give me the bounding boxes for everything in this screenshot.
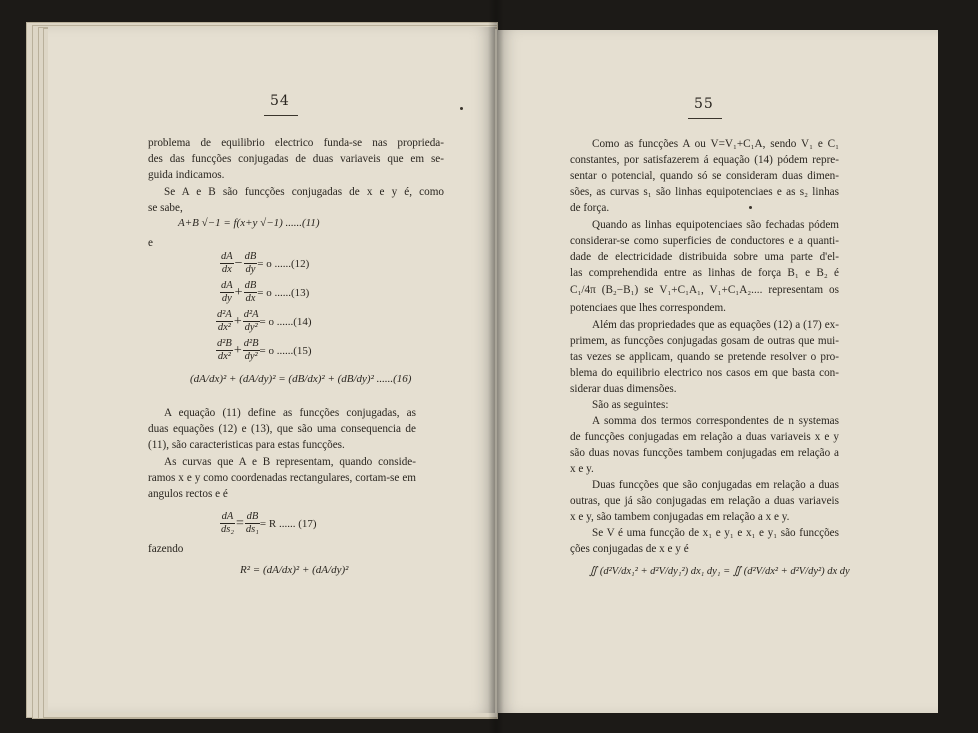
equation-12: $\frac{dA}{dx}$ − $\frac{dB}{dy}$ = o ......(12): [221, 251, 310, 275]
text-line: Além das propriedades que as equações (12) a (17) ex-: [592, 319, 839, 331]
text-line: constantes, por satisfazerem á equação (14) pódem repre-: [570, 154, 839, 166]
equation-14: $\frac{\text{d²A}}{\text{dx²}}$ + $\frac{\text{d²A}}{\text{dy²}}$ = o ......(14): [217, 309, 312, 333]
right-page: [497, 30, 938, 713]
header-rule: [264, 115, 298, 116]
text-line: A equação (11) define as funcções conjugadas, as: [164, 407, 416, 419]
gutter-shadow: [488, 0, 504, 733]
text-line: x e y, são tambem conjugadas em relação a x e y.: [570, 511, 790, 523]
text-line: de funcções conjugadas em relação a duas variaveis x e y: [570, 431, 839, 443]
text-line: (11), são caracteristicas para estas funcções.: [148, 439, 345, 451]
text-line: ções conjugadas de x e y é: [570, 543, 689, 555]
print-speck: [749, 206, 752, 209]
text-line: e: [148, 237, 153, 249]
text-line: sões, as curvas s₁ são linhas equipotenciaes e as s₂ linhas: [570, 186, 839, 198]
text-line: potenciaes que lhes correspondem.: [570, 302, 726, 314]
text-line: blema do equilibrio electrico nos casos em que basta con-: [570, 367, 839, 379]
left-page: [48, 27, 495, 713]
text-line: se sabe,: [148, 202, 183, 214]
equation-11: A+B √−1 = f(x+y √−1) ......(11): [178, 217, 320, 229]
equation-R: R² = (dA/dx)² + (dA/dy)²: [240, 564, 349, 576]
text-line: de força.: [570, 202, 610, 214]
text-line: considerar-se como superficies de conductores e a quanti-: [570, 235, 839, 247]
text-line: guida indicamos.: [148, 169, 225, 181]
text-line: x e y.: [570, 463, 594, 475]
page-number: 54: [270, 93, 290, 109]
text-line: ramos x e y como coordenadas rectangulares, cortam-se em: [148, 472, 416, 484]
text-line: des das funcções conjugadas de duas variaveis que em se-: [148, 153, 444, 165]
text-line: São as seguintes:: [592, 399, 669, 411]
header-rule: [688, 118, 722, 119]
text-line: angulos rectos e é: [148, 488, 228, 500]
text-line: siderar duas dimensões.: [570, 383, 677, 395]
equation-double-integral: ∬ (d²V/dx₁² + d²V/dy₁²) dx₁ dy₁ = ∬ (d²V/dx² + d²V/dy²) dx dy: [589, 566, 850, 577]
text-line: Se V é uma funcção de x₁ e y₁ e x₁ e y₁ são funcções: [592, 527, 839, 539]
equation-16: (dA/dx)² + (dA/dy)² = (dB/dx)² + (dB/dy)² ......(16): [190, 373, 412, 385]
text-line: Se A e B são funcções conjugadas de x e y é, como: [164, 186, 444, 198]
text-line: tas vezes se applicam, quando se pretende resolver o pro-: [570, 351, 839, 363]
text-line: duas equações (12) e (13), que são uma consequencia de: [148, 423, 416, 435]
equation-17: $\frac{dA}{\text{ds₂}}$ = $\frac{dB}{\text{ds₁}}$ = R ...... (17): [221, 511, 317, 535]
text-line: são duas novas funcções tambem conjugadas em relação a: [570, 447, 839, 459]
text-line: Como as funcções A ou V=V₁+C₁A, sendo V₁ e C₁: [592, 138, 839, 150]
text-line: fazendo: [148, 543, 184, 555]
text-line: sentar o potencial, quando só se consideram duas dimen-: [570, 170, 839, 182]
text-line: Quando as linhas equipotenciaes são fechadas pódem: [592, 219, 839, 231]
text-line: Duas funcções que são conjugadas em relação a duas: [592, 479, 839, 491]
text-line: outras, que já são conjugadas em relação a duas variaveis: [570, 495, 839, 507]
text-line: las comprehendida entre as linhas de força B₁ e B₂ é: [570, 267, 839, 279]
text-line: A somma dos termos correspondentes de n systemas: [592, 415, 839, 427]
text-line: dade de electricidade distribuida sobre uma parte d'el-: [570, 251, 839, 263]
equation-15: $\frac{\text{d²B}}{\text{dx²}}$ + $\frac{\text{d²B}}{\text{dy²}}$ = o ......(15): [217, 338, 312, 362]
text-line: As curvas que A e B representam, quando conside-: [164, 456, 416, 468]
page-number: 55: [694, 96, 714, 112]
text-line: primem, as funcções conjugadas gosam de outras que mui-: [570, 335, 839, 347]
text-line: C₁/4π (B₂−B₁) se V₁+C₁A₁, V₁+C₁A₂.... representam os: [570, 284, 839, 296]
text-line: problema de equilibrio electrico funda-se nas proprieda-: [148, 137, 444, 149]
print-speck: [460, 107, 463, 110]
equation-13: $\frac{dA}{dy}$ + $\frac{dB}{dx}$ = o ......(13): [221, 280, 310, 304]
